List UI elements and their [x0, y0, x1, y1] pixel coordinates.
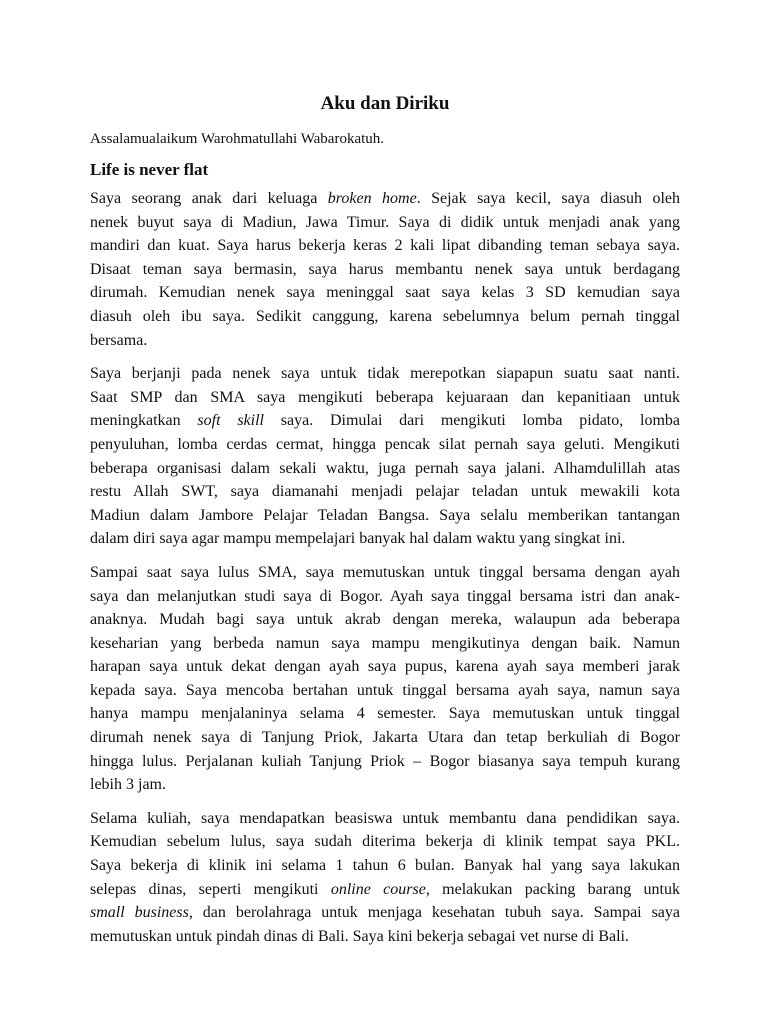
text-segment: saya. Dimulai dari mengikuti lomba pidato, lomba — [263, 412, 681, 430]
section-heading: Life is never flat — [90, 160, 209, 179]
text-line — [90, 504, 680, 528]
text-line — [90, 878, 680, 902]
text-segment: , melakukan packing barang untuk — [425, 880, 680, 898]
text-line — [90, 386, 680, 410]
text-line — [90, 281, 680, 305]
text-segment: dirumah nenek saya di Tanjung Priok, Jakarta Utara dan tetap berkuliah di Bogor — [90, 729, 680, 747]
text-segment: diasuh oleh ibu saya. Sedikit canggung, karena sebelumnya belum pernah tinggal — [90, 307, 680, 325]
text-segment: harapan saya untuk dekat dengan ayah saya pupus, karena ayah saya memberi jarak — [90, 658, 680, 676]
text-segment: Disaat teman saya bermasin, saya harus membantu nenek saya untuk berdagang — [90, 260, 680, 278]
italic-text: soft skill — [197, 412, 264, 430]
text-line — [90, 807, 680, 831]
paragraph — [90, 561, 680, 797]
text-segment: Saya berjanji pada nenek saya untuk tidak merepotkan siapapun suatu saat nanti. — [90, 365, 680, 383]
text-line — [90, 655, 680, 679]
text-segment: saya dan melanjutkan studi saya di Bogor. Ayah saya tinggal bersama istri dan anak- — [90, 587, 680, 605]
text-segment: Kemudian sebelum lulus, saya sudah diterima bekerja di klinik tempat saya PKL. — [90, 833, 680, 851]
text-line — [90, 702, 680, 726]
text-line — [90, 433, 680, 457]
italic-text: small business — [90, 904, 189, 922]
text-line — [90, 750, 680, 774]
paragraph — [90, 807, 680, 949]
text-segment: beberapa organisasi dalam sekali waktu, juga pernah saya jalani. Alhamdulillah atas — [90, 459, 680, 477]
text-line — [90, 585, 680, 609]
text-segment: meningkatkan — [90, 412, 198, 430]
text-line — [90, 608, 680, 632]
text-segment: selepas dinas, seperti mengikuti — [90, 880, 331, 898]
text-segment: Madiun dalam Jambore Pelajar Teladan Bangsa. Saya selalu memberikan tantangan — [90, 506, 680, 524]
text-segment: hanya mampu menjalaninya selama 4 semester. Saya memutuskan untuk tinggal — [90, 705, 680, 723]
text-line — [90, 773, 680, 797]
text-line — [90, 305, 680, 329]
paragraph — [90, 362, 680, 551]
text-segment: lebih 3 jam. — [90, 776, 166, 794]
body-text — [90, 187, 680, 948]
text-segment: hingga lulus. Perjalanan kuliah Tanjung Priok – Bogor biasanya saya tempuh kurang — [90, 752, 680, 770]
italic-text: broken home — [327, 190, 417, 207]
text-line — [90, 409, 680, 433]
text-segment: anaknya. Mudah bagi saya untuk akrab dengan mereka, walaupun ada beberapa — [90, 611, 680, 629]
text-line — [90, 854, 680, 878]
text-segment: . Sejak saya kecil, saya diasuh oleh — [416, 190, 681, 207]
text-line — [90, 925, 680, 949]
text-line — [90, 561, 680, 585]
text-line — [90, 632, 680, 656]
text-segment: Saya seorang anak dari keluaga — [90, 190, 328, 207]
text-line — [90, 480, 680, 504]
text-segment: Saat SMP dan SMA saya mengikuti beberapa kejuaraan dan kepanitiaan untuk — [90, 388, 680, 406]
text-line — [90, 329, 680, 353]
text-line — [90, 211, 680, 235]
text-line — [90, 187, 680, 211]
text-segment: penyuluhan, lomba cerdas cermat, hingga pencak silat pernah saya geluti. Mengikuti — [90, 435, 680, 453]
text-line — [90, 234, 680, 258]
text-segment: dalam diri saya agar mampu mempelajari banyak hal dalam waktu yang singkat ini. — [90, 530, 626, 548]
text-segment: Sampai saat saya lulus SMA, saya memutuskan untuk tinggal bersama dengan ayah — [90, 563, 680, 581]
text-segment: nenek buyut saya di Madiun, Jawa Timur. Saya di didik untuk menjadi anak yang — [90, 213, 680, 231]
text-line — [90, 258, 680, 282]
greeting-text: Assalamualaikum Warohmatullahi Wabarokatuh. — [90, 131, 385, 147]
text-segment: kepada saya. Saya mencoba bertahan untuk tinggal bersama ayah saya, namun saya — [90, 681, 680, 699]
text-line — [90, 901, 680, 925]
text-segment: Saya bekerja di klinik ini selama 1 tahun 6 bulan. Banyak hal yang saya lakukan — [90, 857, 680, 875]
text-segment: memutuskan untuk pindah dinas di Bali. Saya kini bekerja sebagai vet nurse di Bali. — [90, 927, 629, 945]
text-segment: , dan berolahraga untuk menjaga kesehatan tubuh saya. Sampai saya — [188, 904, 681, 922]
text-line — [90, 726, 680, 750]
text-segment: mandiri dan kuat. Saya harus bekerja keras 2 kali lipat dibanding teman sebaya saya. — [90, 237, 680, 255]
paragraph — [90, 187, 680, 352]
document-title: Aku dan Diriku — [320, 93, 450, 114]
text-segment: restu Allah SWT, saya diamanahi menjadi pelajar teladan untuk mewakili kota — [90, 483, 680, 501]
text-line — [90, 830, 680, 854]
text-segment: Selama kuliah, saya mendapatkan beasiswa untuk membantu dana pendidikan saya. — [90, 809, 680, 827]
text-line — [90, 362, 680, 386]
text-segment: bersama. — [90, 331, 148, 349]
italic-text: online course — [330, 880, 426, 898]
text-segment: keseharian yang berbeda namun saya mampu mengikutinya dengan baik. Namun — [90, 634, 680, 652]
text-line — [90, 679, 680, 703]
text-line — [90, 457, 680, 481]
text-line — [90, 527, 680, 551]
text-segment: dirumah. Kemudian nenek saya meninggal saat saya kelas 3 SD kemudian saya — [90, 284, 680, 302]
